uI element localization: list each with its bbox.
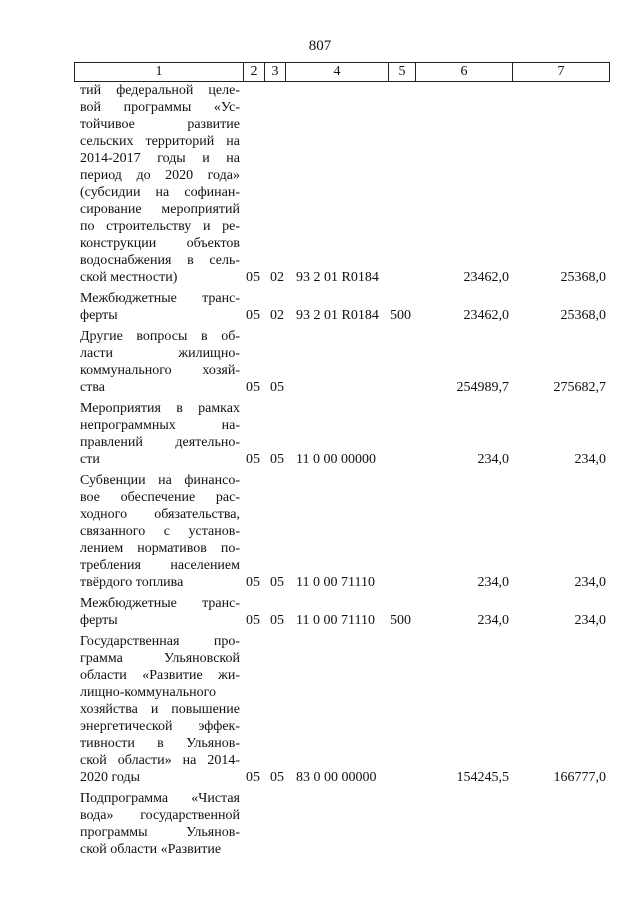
row-description (80, 790, 240, 858)
description-line: ства (80, 380, 105, 395)
description-line: тойчивое развитие (80, 117, 240, 132)
cell-c3: 05 (270, 613, 284, 628)
description-line: Государственная про- (80, 634, 240, 649)
description-line: ферты (80, 308, 118, 323)
description-line: 2014-2017 годы и на (80, 151, 240, 166)
cell-c3: 05 (270, 452, 284, 467)
description-line: энергетической эффек- (80, 719, 240, 734)
cell-c2: 05 (246, 452, 260, 467)
row-description (80, 472, 240, 591)
cell-c3: 02 (270, 308, 284, 323)
cell-c2: 05 (246, 613, 260, 628)
description-line: период до 2020 года» (80, 168, 240, 183)
cell-c6: 234,0 (477, 613, 509, 628)
description-line: по строительству и ре- (80, 219, 240, 234)
header-col-4: 4 (286, 63, 389, 82)
description-line: лищно-коммунального (80, 685, 217, 700)
cell-c2: 05 (246, 575, 260, 590)
description-line: ферты (80, 613, 118, 628)
cell-c7: 234,0 (574, 613, 606, 628)
cell-c6: 234,0 (477, 575, 509, 590)
description-line: непрограммных на- (80, 418, 240, 433)
description-line: вода» государственной (80, 808, 240, 823)
cell-c3: 05 (270, 770, 284, 785)
cell-c4: 11 0 00 00000 (296, 452, 376, 467)
cell-c2: 05 (246, 308, 260, 323)
description-line: хозяйства и повышение (80, 702, 240, 717)
description-line: программы Ульянов- (80, 825, 240, 840)
description-line: ской области» на 2014- (80, 753, 240, 768)
header-col-2: 2 (244, 63, 265, 82)
row-description (80, 290, 240, 324)
description-line: требления населением (80, 558, 240, 573)
description-line: Субвенции на финансо- (80, 473, 240, 488)
cell-c3: 05 (270, 575, 284, 590)
description-line: ходного обязательства, (80, 507, 240, 522)
description-line: сти (80, 452, 100, 467)
header-col-5: 5 (389, 63, 416, 82)
row-description (80, 595, 240, 629)
cell-c6: 23462,0 (463, 308, 509, 323)
description-line: Мероприятия в рамках (80, 401, 240, 416)
description-line: коммунального хозяй- (80, 363, 240, 378)
description-line: тий федеральной целе- (80, 83, 240, 98)
cell-c4: 11 0 00 71110 (296, 575, 375, 590)
description-line: связанного с установ- (80, 524, 240, 539)
description-line: ской области «Развитие (80, 842, 222, 857)
cell-c7: 234,0 (574, 452, 606, 467)
description-line: вой программы «Ус- (80, 100, 240, 115)
cell-c3: 02 (270, 270, 284, 285)
row-description (80, 82, 240, 286)
cell-c7: 275682,7 (553, 380, 606, 395)
cell-c6: 254989,7 (456, 380, 509, 395)
description-line: сирование мероприятий (80, 202, 240, 217)
description-line: Межбюджетные транс- (80, 291, 240, 306)
description-line: Подпрограмма «Чистая (80, 791, 240, 806)
description-line: ской местности) (80, 270, 178, 285)
cell-c2: 05 (246, 380, 260, 395)
header-col-7: 7 (513, 63, 610, 82)
description-line: сельских территорий на (80, 134, 240, 149)
cell-c2: 05 (246, 770, 260, 785)
description-line: вое обеспечение рас- (80, 490, 240, 505)
description-line: Другие вопросы в об- (80, 329, 240, 344)
cell-c4: 11 0 00 71110 (296, 613, 375, 628)
description-line: Межбюджетные транс- (80, 596, 240, 611)
description-line: 2020 годы (80, 770, 141, 785)
row-description (80, 400, 240, 468)
description-line: водоснабжения в сель- (80, 253, 240, 268)
description-line: тивности в Ульянов- (80, 736, 240, 751)
header-col-1: 1 (75, 63, 244, 82)
header-col-6: 6 (416, 63, 513, 82)
cell-c4: 93 2 01 R0184 (296, 270, 379, 285)
cell-c2: 05 (246, 270, 260, 285)
cell-c5: 500 (390, 613, 411, 628)
cell-c4: 93 2 01 R0184 (296, 308, 379, 323)
cell-c7: 25368,0 (560, 308, 606, 323)
description-line: грамма Ульяновской (80, 651, 240, 666)
cell-c7: 166777,0 (553, 770, 606, 785)
description-line: конструкции объектов (80, 236, 240, 251)
description-line: области «Развитие жи- (80, 668, 240, 683)
description-line: твёрдого топлива (80, 575, 184, 590)
cell-c7: 25368,0 (560, 270, 606, 285)
cell-c3: 05 (270, 380, 284, 395)
cell-c6: 23462,0 (463, 270, 509, 285)
page-number: 807 (308, 38, 332, 54)
row-description (80, 328, 240, 396)
description-line: (субсидии на софинан- (80, 185, 240, 200)
cell-c5: 500 (390, 308, 411, 323)
cell-c6: 154245,5 (456, 770, 509, 785)
cell-c6: 234,0 (477, 452, 509, 467)
cell-c4: 83 0 00 00000 (296, 770, 377, 785)
description-line: ласти жилищно- (80, 346, 240, 361)
header-col-3: 3 (265, 63, 286, 82)
cell-c7: 234,0 (574, 575, 606, 590)
description-line: лением нормативов по- (80, 541, 240, 556)
row-description (80, 633, 240, 786)
table-header (74, 62, 610, 82)
description-line: правлений деятельно- (80, 435, 240, 450)
